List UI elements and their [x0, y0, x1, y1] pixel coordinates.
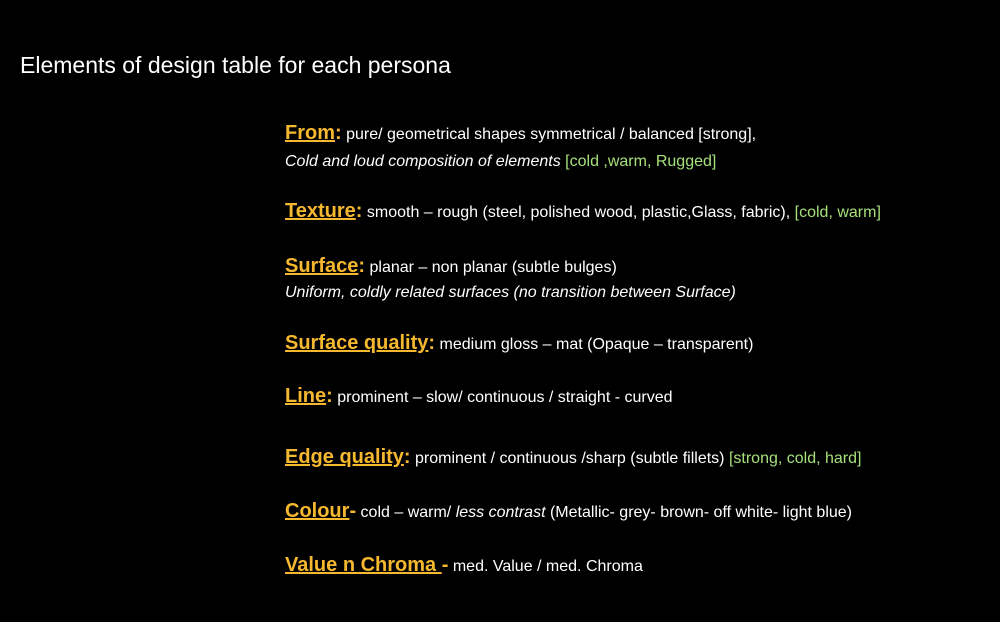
row-form-tags: [cold ,warm, Rugged] [560, 153, 717, 170]
row-line-text: prominent – slow/ continuous / straight - curved [332, 389, 673, 406]
separator: : [428, 332, 436, 354]
row-surface-text: planar – non planar (subtle bulges) [365, 259, 617, 276]
row-colour-italic: less contrast [455, 504, 546, 521]
separator: : [403, 446, 411, 468]
row-texture-text: smooth – rough (steel, polished wood, plastic,Glass, fabric), [362, 204, 795, 221]
row-texture-tags: [cold, warm] [794, 204, 881, 221]
separator: : [358, 255, 366, 277]
keyword-texture: Texture [285, 200, 356, 222]
keyword-surface: Surface [285, 255, 359, 277]
separator: - [441, 554, 449, 576]
row-surface-line2 [285, 284, 736, 302]
separator: : [355, 200, 363, 222]
row-form [285, 122, 756, 145]
keyword-value-chroma: Value n Chroma [285, 554, 442, 576]
separator: : [335, 122, 342, 144]
row-colour [285, 500, 852, 523]
row-surface-italic: Uniform, coldly related surfaces (no transition between Surface) [285, 284, 736, 301]
row-value-chroma-text: med. Value / med. Chroma [448, 558, 643, 575]
row-surface [285, 255, 617, 278]
keyword-form: From [285, 122, 335, 144]
row-colour-text-b: (Metallic- grey- brown- off white- light blue) [545, 504, 852, 521]
row-form-text: pure/ geometrical shapes symmetrical / balanced [strong], [341, 126, 757, 143]
row-edge-quality-tags: [strong, cold, hard] [728, 450, 862, 467]
row-surface-quality-text: medium gloss – mat (Opaque – transparent) [435, 336, 754, 353]
row-edge-quality-text: prominent / continuous /sharp (subtle fillets) [410, 450, 729, 467]
row-form-italic: Cold and loud composition of elements [285, 153, 561, 170]
keyword-surface-quality: Surface quality [285, 332, 429, 354]
row-colour-text-a: cold – warm/ [356, 504, 456, 521]
row-surface-quality [285, 332, 753, 355]
row-edge-quality [285, 446, 861, 469]
row-value-chroma [285, 554, 643, 577]
separator: : [326, 385, 333, 407]
slide-title: Elements of design table for each persona [20, 52, 451, 78]
separator: - [349, 500, 357, 522]
keyword-colour: Colour [285, 500, 350, 522]
keyword-line: Line [285, 385, 327, 407]
keyword-edge-quality: Edge quality [285, 446, 404, 468]
row-texture [285, 200, 881, 223]
row-form-line2 [285, 153, 716, 171]
row-line [285, 385, 673, 408]
